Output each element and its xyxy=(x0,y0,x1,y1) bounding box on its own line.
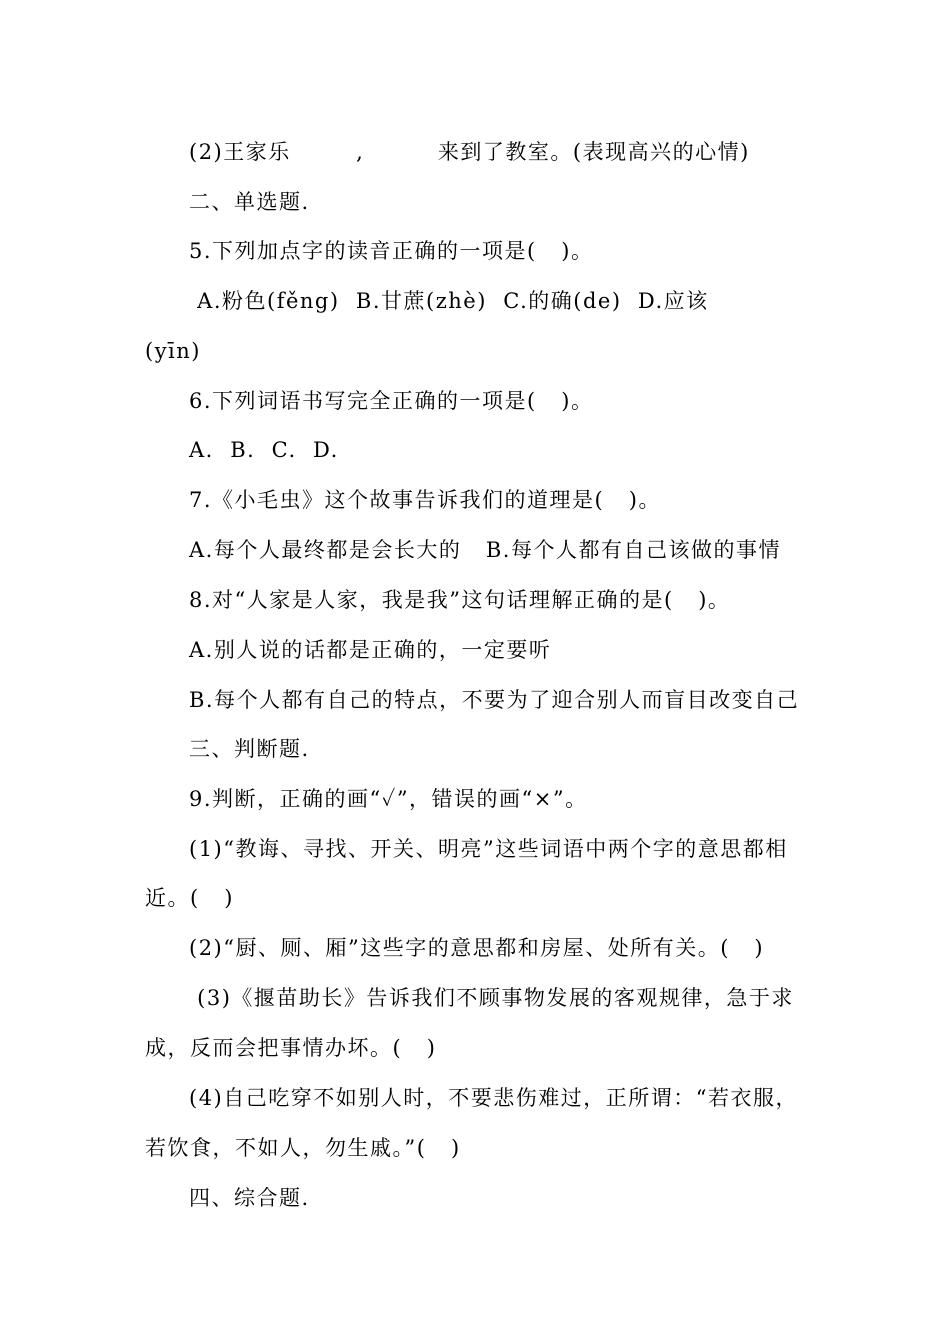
question-9-part-4-continued: 若饮食，不如人，勿生戚。”( ) xyxy=(145,1136,461,1160)
section-heading-true-false: 三、判断题. xyxy=(189,737,310,761)
question-9-part-3-continued: 成，反而会把事情办坏。( ) xyxy=(145,1036,437,1060)
question-4-part-2: (2)王家乐 , 来到了教室。(表现高兴的心情) xyxy=(189,140,750,164)
question-7-options: A.每个人最终都是会长大的 B.每个人都有自己该做的事情 xyxy=(189,538,781,562)
question-9-part-3: (3)《揠苗助长》告诉我们不顾事物发展的客观规律，急于求 xyxy=(189,986,794,1010)
question-8-option-b: B.每个人都有自己的特点，不要为了迎合别人而盲目改变自己 xyxy=(189,688,800,712)
question-9-part-1: (1)“教诲、寻找、开关、明亮”这些词语中两个字的意思都相 xyxy=(189,837,788,861)
question-6-options: A. B. C. D. xyxy=(189,438,339,462)
section-heading-single-choice: 二、单选题. xyxy=(189,190,310,214)
question-9-stem: 9.判断，正确的画“✓”，错误的画“×”。 xyxy=(189,787,588,811)
question-9-part-2: (2)“厨、厕、厢”这些字的意思都和房屋、处所有关。( ) xyxy=(189,936,765,960)
section-heading-comprehensive: 四、综合题. xyxy=(189,1186,310,1210)
question-5-stem: 5.下列加点字的读音正确的一项是( )。 xyxy=(189,239,594,263)
question-5-options-continued: (yīn) xyxy=(145,339,201,363)
question-8-stem: 8.对“人家是人家，我是我”这句话理解正确的是( )。 xyxy=(189,588,731,612)
question-5-options: A.粉色(fěng) B.甘蔗(zhè) C.的确(de) D.应该 xyxy=(189,289,709,313)
question-9-part-4: (4)自己吃穿不如别人时，不要悲伤难过，正所谓：“若衣服， xyxy=(189,1086,798,1110)
question-7-stem: 7.《小毛虫》这个故事告诉我们的道理是( )。 xyxy=(189,488,661,512)
question-9-part-1-continued: 近。( ) xyxy=(145,886,234,910)
question-6-stem: 6.下列词语书写完全正确的一项是( )。 xyxy=(189,389,594,413)
question-8-option-a: A.别人说的话都是正确的，一定要听 xyxy=(189,638,552,662)
